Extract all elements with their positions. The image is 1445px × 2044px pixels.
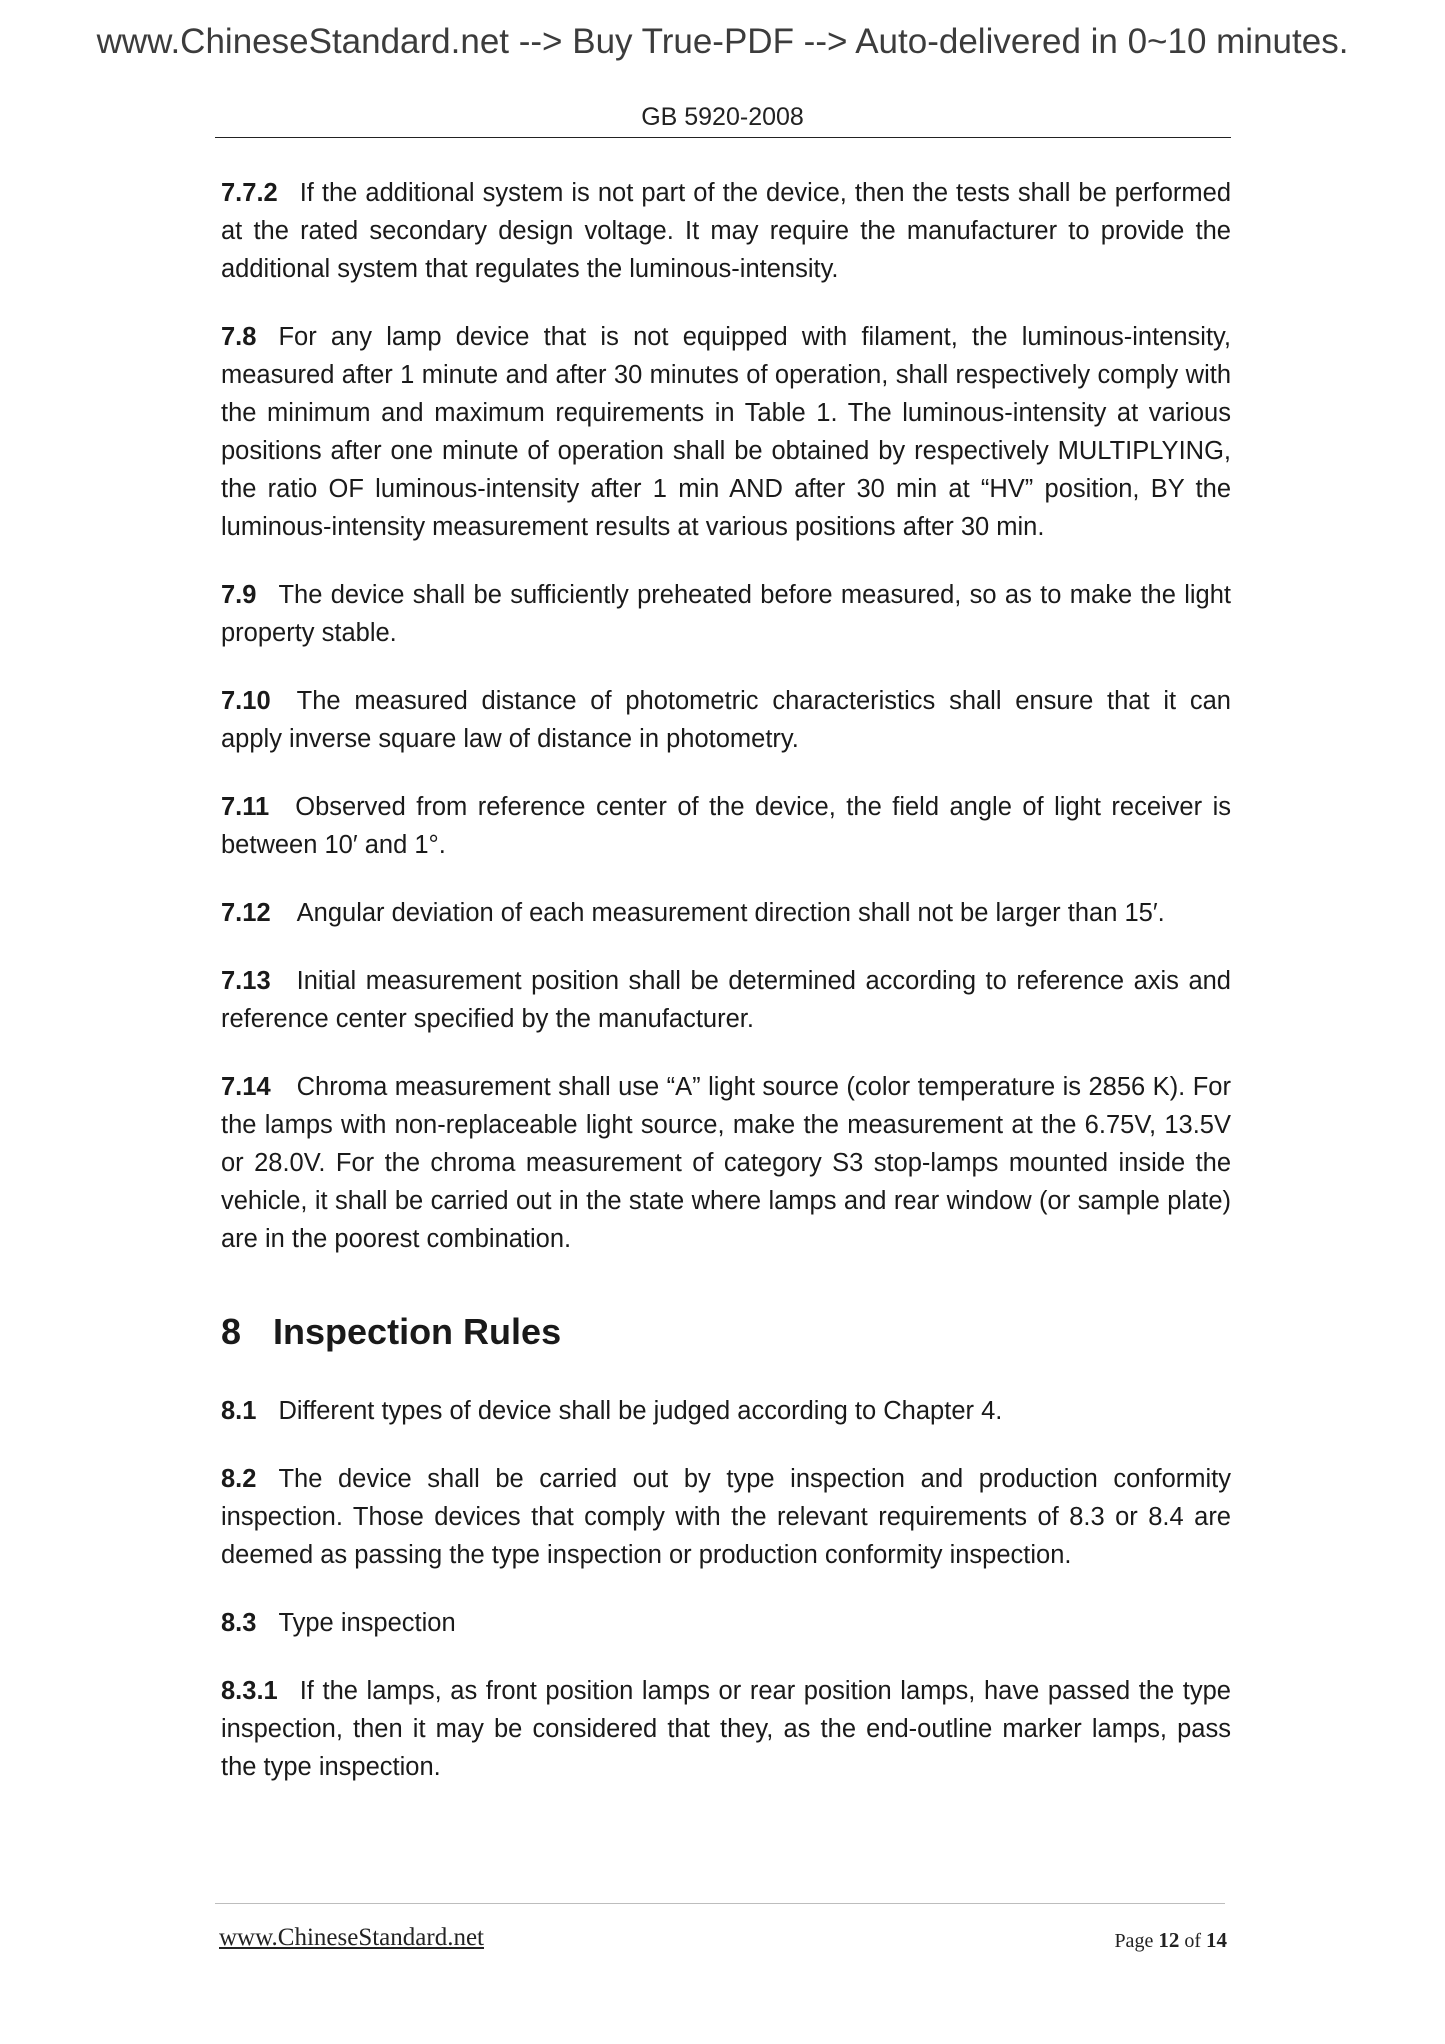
clause-number: 8.3.1: [221, 1677, 278, 1705]
clause-number: 7.12: [221, 899, 271, 927]
clause-7-12: [221, 894, 1231, 932]
clause-7-14: [221, 1068, 1231, 1258]
clause-text: Chroma measurement shall use “A” light source (color temperature is 2856 K). For the lamps with non-replaceable light source, make the measurement at the 6.75V, 13.5V or 28.0V. For the chroma measurement of category S3 stop-lamps mounted inside the vehicle, it shall be carried out in the state where lamps and rear window (or sample plate) are in the poorest combination.: [221, 1073, 1231, 1253]
clause-number: 7.9: [221, 581, 257, 609]
site-banner: www.ChineseStandard.net --> Buy True-PDF --> Auto-delivered in 0~10 minutes.: [96, 22, 1349, 61]
standard-code: GB 5920-2008: [641, 103, 804, 131]
clause-7-10: [221, 682, 1231, 758]
clause-number: 7.7.2: [221, 179, 278, 207]
chapter-8-heading: [221, 1308, 1231, 1356]
clause-number: 8.2: [221, 1465, 257, 1493]
page-of-label: of: [1184, 1930, 1201, 1952]
clause-text: Type inspection: [278, 1609, 456, 1637]
page-number: [1114, 1928, 1227, 1953]
clause-7-7-2: [221, 174, 1231, 288]
clause-7-9: [221, 576, 1231, 652]
clause-8-3: [221, 1604, 1231, 1642]
clause-text: Angular deviation of each measurement direction shall not be larger than 15′.: [296, 899, 1165, 927]
footer-divider: [215, 1903, 1225, 1904]
clause-7-8: [221, 318, 1231, 546]
clause-number: 8.3: [221, 1609, 257, 1637]
document-body: [221, 174, 1231, 1816]
chapter-number: 8: [221, 1311, 242, 1352]
header-divider: [215, 137, 1231, 138]
clause-7-11: [221, 788, 1231, 864]
clause-text: If the lamps, as front position lamps or rear position lamps, have passed the type inspection, then it may be considered that they, as the end-outline marker lamps, pass the type inspection.: [221, 1677, 1231, 1781]
clause-number: 7.8: [221, 323, 257, 351]
clause-text: Observed from reference center of the device, the field angle of light receiver is between 10′ and 1°.: [221, 793, 1231, 859]
page-label: Page: [1114, 1930, 1154, 1952]
clause-8-1: [221, 1392, 1231, 1430]
clause-7-13: [221, 962, 1231, 1038]
chapter-title: Inspection Rules: [273, 1311, 562, 1352]
clause-number: 7.14: [221, 1073, 271, 1101]
page-current: 12: [1158, 1928, 1180, 1952]
clause-text: For any lamp device that is not equipped with filament, the luminous-intensity, measured after 1 minute and after 30 minutes of operation, shall respectively comply with the minimum and maximum requirements in Table 1. The luminous-intensity at various positions after one minute of operation shall be obtained by respectively MULTIPLYING, the ratio OF luminous-intensity after 1 min AND after 30 min at “HV” position, BY the luminous-intensity measurement results at various positions after 30 min.: [221, 323, 1231, 541]
clause-number: 7.13: [221, 967, 271, 995]
clause-text: Initial measurement position shall be determined according to reference axis and reference center specified by the manufacturer.: [221, 967, 1231, 1033]
clause-text: The device shall be sufficiently preheated before measured, so as to make the light property stable.: [221, 581, 1231, 647]
clause-number: 8.1: [221, 1397, 257, 1425]
clause-text: The device shall be carried out by type inspection and production conformity inspection. Those devices that comply with the relevant requirements of 8.3 or 8.4 are deemed as passing the type inspection or production conformity inspection.: [221, 1465, 1231, 1569]
clause-text: Different types of device shall be judged according to Chapter 4.: [278, 1397, 1003, 1425]
clause-8-3-1: [221, 1672, 1231, 1786]
footer-site-link[interactable]: www.ChineseStandard.net: [219, 1924, 484, 1951]
clause-text: If the additional system is not part of the device, then the tests shall be performed at the rated secondary design voltage. It may require the manufacturer to provide the additional system that regulates the luminous-intensity.: [221, 179, 1231, 283]
clause-text: The measured distance of photometric characteristics shall ensure that it can apply inverse square law of distance in photometry.: [221, 687, 1231, 753]
page-total: 14: [1206, 1928, 1227, 1952]
clause-number: 7.11: [221, 793, 270, 821]
clause-8-2: [221, 1460, 1231, 1574]
clause-number: 7.10: [221, 687, 271, 715]
